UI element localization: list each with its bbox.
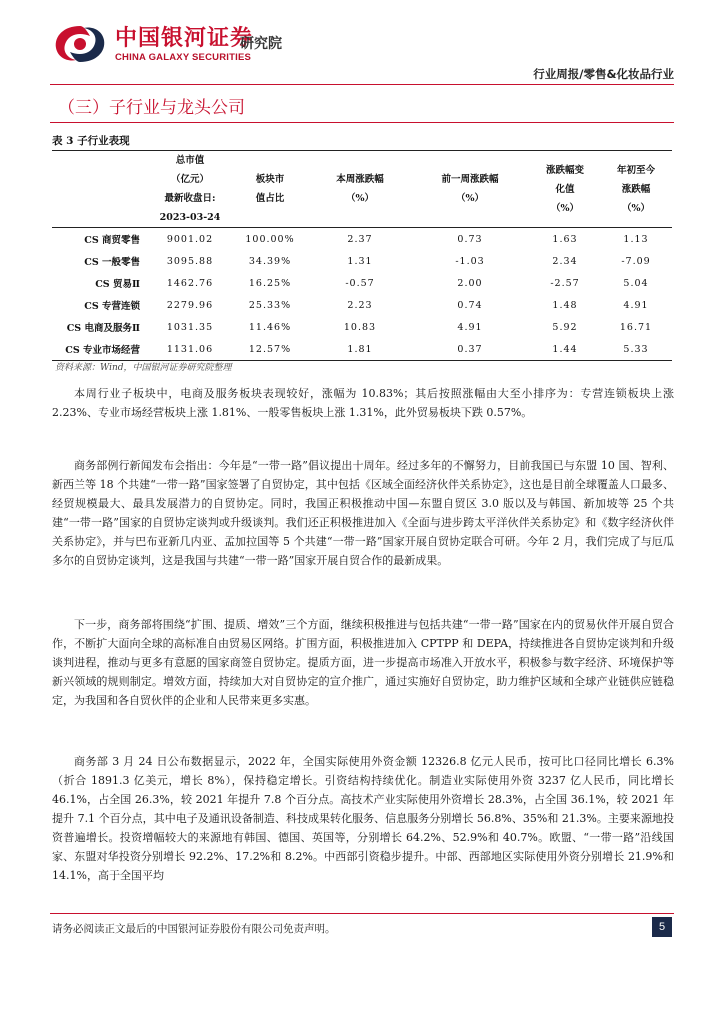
table-row	[52, 294, 672, 316]
cell-market-cap: 1031.35	[166, 321, 214, 333]
header-ytd-change: 年初至今 涨跌幅 （%）	[616, 164, 655, 214]
cell-prev-week: 0.74	[457, 299, 483, 311]
cell-change: 5.92	[552, 321, 578, 333]
table-row	[52, 272, 672, 294]
cell-share: 16.25%	[248, 277, 292, 289]
header-divider	[50, 84, 674, 85]
paragraph-1: 本周行业子板块中，电商及服务板块表现较好，涨幅为 10.83%；其后按照涨幅由大至小排序为：专营连锁板块上涨 2.23%、专业市场经营板块上涨 1.81%、一般零售板块上涨 1.31%，此外贸易板块下跌 0.57%。	[52, 387, 674, 419]
cell-change: 1.44	[552, 343, 578, 355]
header-share: 板块市 值占比	[255, 174, 285, 204]
page-number: 5	[652, 917, 672, 937]
cell-change: -2.57	[550, 277, 580, 289]
cell-week: 10.83	[343, 321, 377, 333]
cell-market-cap: 2279.96	[166, 299, 214, 311]
cell-change: 1.48	[552, 299, 578, 311]
cell-market-cap: 9001.02	[166, 233, 214, 245]
sub-industry-table	[52, 150, 672, 361]
table-row	[52, 228, 672, 251]
cell-week: 1.31	[347, 255, 373, 267]
table-header-row	[52, 151, 672, 228]
header-change-delta: 涨跌幅变 化值 （%）	[545, 164, 584, 214]
table-source: 资料来源：Wind，中国银河证券研究院整理	[55, 363, 232, 373]
section-title: （三）子行业与龙头公司	[58, 98, 245, 118]
brand-name-cn: 中国银河证券	[115, 26, 254, 51]
cell-ytd: 16.71	[619, 321, 653, 333]
cell-ytd: -7.09	[621, 255, 651, 267]
cell-share: 34.39%	[248, 255, 292, 267]
cell-prev-week: 0.37	[457, 343, 483, 355]
brand-name-en: CHINA GALAXY SECURITIES	[115, 52, 252, 63]
cell-market-cap: 3095.88	[166, 255, 214, 267]
cell-ytd: 5.33	[623, 343, 649, 355]
row-name: CS 专营连锁	[84, 301, 140, 312]
paragraph-3: 下一步，商务部将围绕“扩围、提质、增效”三个方面，继续积极推进与包括共建“一带一路”国家在内的贸易伙伴开展自贸合作，不断扩大面向全球的高标准自由贸易区网络。扩围方面，积极推进加入 CPTPP 和 DEPA，持续推进各自贸协定谈判和升级谈判进程，推动与更多有意愿的国家商签自贸协定。提质方面，进一步提高市场准入开放水平，积极参与数字经济、环境保护等新兴领域的规则制定。增效方面，持续加大对自贸协定的宣介推广，通过实施好自贸协定，助力维护区域和全球产业链供应链稳定，为我国和各自贸伙伴的企业和人民带来更多实惠。	[52, 618, 674, 707]
row-name: CS 贸易Ⅱ	[95, 279, 140, 290]
cell-share: 11.46%	[248, 321, 292, 333]
cell-prev-week: 2.00	[457, 277, 483, 289]
cell-change: 1.63	[552, 233, 578, 245]
row-name: CS 商贸零售	[84, 235, 140, 246]
cell-week: -0.57	[345, 277, 375, 289]
brand-subtitle: 研究院	[240, 36, 282, 52]
report-type: 行业周报/零售&化妆品行业	[533, 67, 674, 81]
cell-prev-week: 0.73	[457, 233, 483, 245]
section-divider	[50, 122, 674, 123]
header-blank	[52, 151, 150, 228]
cell-ytd: 5.04	[623, 277, 649, 289]
row-name: CS 一般零售	[84, 257, 140, 268]
table-row	[52, 338, 672, 361]
cell-change: 2.34	[552, 255, 578, 267]
header-market-cap: 总市值 （亿元） 最新收盘日: 2023-03-24	[159, 155, 221, 223]
cell-market-cap: 1462.76	[166, 277, 214, 289]
footer-disclaimer: 请务必阅读正文最后的中国银河证券股份有限公司免责声明。	[52, 923, 336, 935]
table-row	[52, 250, 672, 272]
cell-share: 12.57%	[248, 343, 292, 355]
cell-prev-week: 4.91	[457, 321, 483, 333]
cell-market-cap: 1131.06	[166, 343, 214, 355]
paragraph-4: 商务部 3 月 24 日公布数据显示，2022 年，全国实际使用外资金额 12326.8 亿元人民币，按可比口径同比增长 6.3%（折合 1891.3 亿美元，增长 8%），保持稳定增长。引资结构持续优化。制造业实际使用外资 3237 亿人民币，同比增长 46.1%，占全国 26.3%，较 2021 年提升 7.8 个百分点。高技术产业实际使用外资增长 28.3%，占全国 36.1%，较 2021 年提升 7.1 个百分点，其中电子及通讯设备制造、科技成果转化服务、信息服务分别增长 56.8%、35%和 21.3%。主要来源地投资普遍增长。投资增幅较大的来源地有韩国、德国、英国等，分别增长 64.2%、52.9%和 40.7%。欧盟、“一带一路”沿线国家、东盟对华投资分别增长 92.2%、17.2%和 8.2%。中西部引资稳步提升。中部、西部地区实际使用外资分别增长 21.9%和 14.1%，高于全国平均	[52, 755, 674, 882]
footer-divider	[50, 913, 674, 914]
cell-share: 100.00%	[245, 233, 295, 245]
table-caption: 表 3 子行业表现	[52, 135, 130, 147]
cell-share: 25.33%	[248, 299, 292, 311]
header-week-change: 本周涨跌幅 （%）	[336, 174, 384, 204]
cell-week: 2.23	[347, 299, 373, 311]
row-name: CS 电商及服务Ⅱ	[66, 323, 140, 334]
cell-ytd: 4.91	[623, 299, 649, 311]
cell-week: 1.81	[347, 343, 373, 355]
paragraph-2: 商务部例行新闻发布会指出：今年是“一带一路”倡议提出十周年。经过多年的不懈努力，目前我国已与东盟 10 国、智利、新西兰等 18 个共建“一带一路”国家签署了自贸协定，其中包括《区域全面经济伙伴关系协定》，这也是目前全球覆盖人口最多、经贸规模最大、最具发展潜力的自贸协定。同时，我国正积极推动中国—东盟自贸区 3.0 版以及与韩国、新加坡等 25 个共建“一带一路”国家的自贸协定谈判或升级谈判。我们还正积极推进加入《全面与进步跨太平洋伙伴关系协定》和《数字经济伙伴关系协定》，并与巴布亚新几内亚、孟加拉国等 5 个共建“一带一路”国家开展自贸协定联合可研。今年 2 月，我们完成了与厄瓜多尔的自贸协定谈判，这是我国与共建“一带一路”国家开展自贸合作的最新成果。	[52, 459, 674, 567]
row-name: CS 专业市场经营	[65, 345, 140, 356]
header-prev-week-change: 前一周涨跌幅 （%）	[441, 174, 499, 204]
table-row	[52, 316, 672, 338]
cell-week: 2.37	[347, 233, 373, 245]
cell-ytd: 1.13	[623, 233, 649, 245]
cell-prev-week: -1.03	[455, 255, 485, 267]
galaxy-logo	[50, 22, 110, 66]
